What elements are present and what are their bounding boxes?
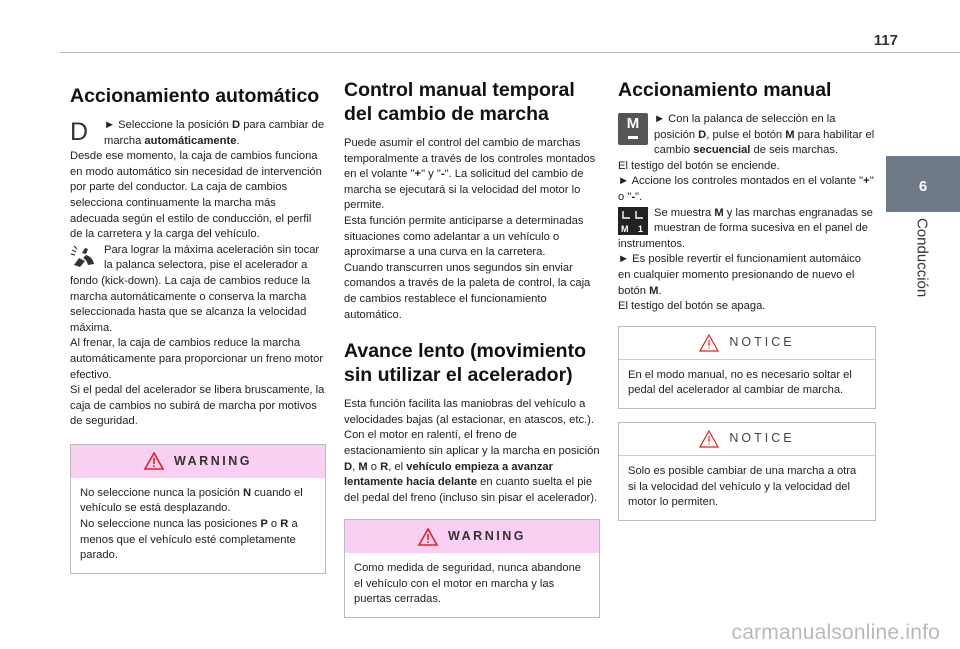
section-title-automatic: Accionamiento automático	[70, 85, 320, 107]
warning-body: No seleccione nunca la posición N cuando el vehículo se está desplazando. No seleccione nunca las posiciones P o R a menos que el vehículo esté completamente parado.	[80, 486, 303, 562]
paragraph-braking: Al frenar, la caja de cambios reduce la marcha automáticamente para proporcionar un freno motor efectivo.	[70, 337, 324, 381]
notice-header-1	[619, 327, 875, 360]
paragraph-lamp-off: El testigo del botón se apaga.	[618, 300, 766, 313]
paragraph-display-m: M 1 Se muestra M y las marchas engranadas se muestran de forma sucesiva en el panel de instrumentos.	[618, 206, 873, 250]
section-title-temporary: Control manual temporal del cambio de marcha	[344, 79, 575, 125]
chapter-tab[interactable]: 6	[886, 156, 960, 212]
notice-title-2: NOTICE	[729, 431, 795, 446]
column-automatic	[70, 78, 326, 574]
warning-header-creep	[345, 520, 599, 553]
paragraph-anticipate: Esta función permite anticiparse a determinadas situaciones como adelantar a un vehículo o aproximarse a una curva en la carretera.	[344, 214, 584, 259]
paragraph-lamp-on: El testigo del botón se enciende.	[618, 159, 780, 172]
notice-triangle-icon	[699, 430, 719, 448]
instrument-display-icon: M 1	[618, 207, 648, 235]
paragraph-revert: ► Es posible revertir el funcionamient automáico en cualquier momento presionando de nuevo el botón M.	[618, 253, 862, 297]
warning-title: WARNING	[174, 453, 252, 468]
section-title-creep: Avance lento (movimiento sin utilizar el acelerador)	[344, 340, 586, 387]
warning-triangle-icon	[144, 452, 164, 470]
column-manual	[618, 78, 876, 521]
chapter-label	[902, 218, 942, 328]
notice-body-1: En el modo manual, no es necesario soltar el pedal del acelerador al cambiar de marcha.	[628, 368, 852, 397]
watermark[interactable]: carmanualsonline.info	[731, 621, 940, 644]
paragraph-creep-detail: Con el motor en ralentí, el freno de estacionamiento sin aplicar y la marcha en posición D, M o R, el vehículo empieza a avanzar lentamente hacia delante en cuanto suelta el pie del pedal del freno (incluso sin pisar el acelerador).	[344, 429, 600, 504]
notice-triangle-icon	[699, 334, 719, 352]
paragraph-kickdown: Para lograr la máxima aceleración sin tocar la palanca selectora, pise el acelerador a fondo (kick-down). La caja de cambios reduce la marcha automáticamente o conserva la marcha seleccionada hasta que se alcanza la velocidad máxima.	[70, 243, 320, 334]
warning-box	[70, 444, 326, 574]
accelerator-pedal-icon	[70, 244, 98, 270]
gear-d-icon: D	[70, 118, 89, 146]
paragraph-select-d: D ► Seleccione la posición D para cambiar de marcha automáticamente.	[70, 118, 325, 147]
notice-header-2	[619, 423, 875, 456]
notice-title-1: NOTICE	[729, 334, 795, 349]
paragraph-auto-mode: Desde ese momento, la caja de cambios funciona en modo automático sin necesidad de intervención por parte del conductor. La caja de cambios selecciona continuamente la marcha más adecuada según el estilo de conducción, el perfil de la carretera y la carga del vehículo.	[70, 150, 322, 241]
notice-box-1	[618, 326, 876, 409]
column-manual-temporary	[344, 78, 600, 618]
header-rule	[60, 52, 960, 53]
paragraph-press-m: M ► Con la palanca de selección en la posición D, pulse el botón M para habilitar el cambio secuencial de seis marchas.	[618, 112, 876, 159]
warning-box-creep	[344, 519, 600, 618]
chapter-label-text: Conducción	[913, 218, 931, 298]
paragraph-release: Si el pedal del acelerador se libera bruscamente, la caja de cambios no subirá de marcha por motivos de seguridad.	[70, 384, 325, 428]
warning-body-creep: Como medida de seguridad, nunca abandone el vehículo con el motor en marcha y las puertas cerradas.	[354, 562, 582, 606]
page-number: 117	[873, 32, 898, 49]
paragraph-creep-intro: Esta función facilita las maniobras del vehículo a velocidades bajas (al estacionar, en atascos, etc.).	[344, 398, 594, 426]
notice-body-2: Solo es posible cambiar de una marcha a otra si la velocidad del vehículo y la velocidad del motor lo permiten.	[628, 464, 857, 509]
warning-triangle-icon	[418, 528, 438, 546]
paragraph-paddles: ► Accione los controles montados en el volante "+" o "-".	[618, 175, 874, 203]
section-title-manual: Accionamiento manual	[618, 79, 832, 101]
paragraph-temporary-control: Puede asumir el control del cambio de marchas temporalmente a través de los controles montados en el volante "+" y "-". La solicitud del cambio de marcha se ejecutará si la velocidad del motor lo permite.	[344, 137, 596, 212]
m-button-icon: M	[618, 113, 648, 145]
paragraph-restore-auto: Cuando transcurren unos segundos sin enviar comandos a través de la paleta de control, la caja de cambios restablece el funcionamiento automático.	[344, 261, 591, 321]
warning-title-creep: WARNING	[448, 528, 526, 543]
notice-box-2	[618, 422, 876, 521]
warning-header	[71, 445, 325, 478]
